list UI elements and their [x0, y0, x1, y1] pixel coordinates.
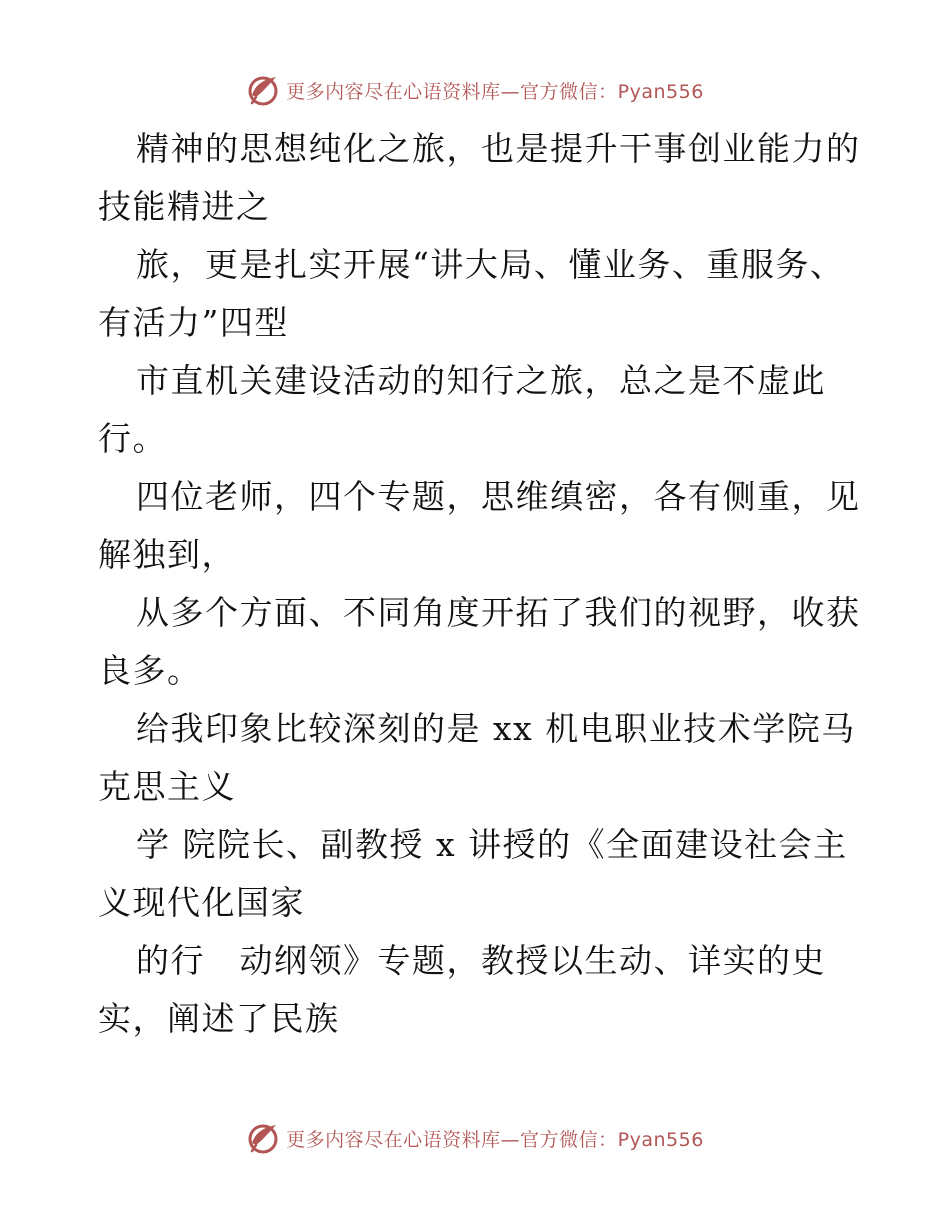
quill-pen-logo-icon — [246, 73, 280, 107]
paragraph-line: 行。 — [98, 419, 167, 458]
paragraph — [98, 816, 858, 932]
paragraph-line: 精神的思想纯化之旅，也是提升干事创业能力的 — [136, 129, 861, 168]
paragraph — [98, 468, 861, 584]
paragraph-line: 给我印象比较深刻的是 xx 机电职业技术学院马 — [136, 709, 856, 748]
paragraph-line: 旅，更是扎实开展“讲大局、懂业务、重服务、 — [136, 245, 845, 284]
paragraph — [98, 236, 858, 352]
paragraph-line: 解独到， — [98, 535, 236, 574]
paragraph-line: 学 院院长、副教授 x 讲授的《全面建设社会主 — [136, 825, 848, 864]
paragraph-line: 市直机关建设活动的知行之旅，总之是不虚此 — [136, 361, 826, 400]
paragraph — [98, 932, 858, 1048]
paragraph-line: 有活力”四型 — [98, 303, 289, 342]
paragraph-line: 克思主义 — [98, 767, 236, 806]
paragraph-line: 从多个方面、不同角度开拓了我们的视野，收获 — [136, 593, 861, 632]
paragraph-line: 四位老师，四个专题，思维缜密，各有侧重，见 — [136, 477, 861, 516]
paragraph-line: 技能精进之 — [98, 187, 271, 226]
paragraph — [98, 352, 858, 468]
paragraph — [98, 700, 858, 816]
paragraph — [98, 120, 861, 236]
paragraph — [98, 584, 861, 700]
header-banner — [246, 73, 704, 107]
footer-banner — [246, 1121, 704, 1155]
page-footer — [0, 1118, 950, 1158]
quill-pen-logo-icon — [246, 1121, 280, 1155]
paragraph-line: 实，阐述了民族 — [98, 999, 340, 1038]
header-banner-text: 更多内容尽在心语资料库—官方微信：Pyan556 — [286, 80, 704, 103]
paragraph-line: 义现代化国家 — [98, 883, 305, 922]
paragraph-line: 良多。 — [98, 651, 202, 690]
paragraph-line: 的行 动纲领》专题，教授以生动、详实的史 — [136, 941, 826, 980]
footer-banner-text: 更多内容尽在心语资料库—官方微信：Pyan556 — [286, 1128, 704, 1151]
page-header — [0, 70, 950, 110]
document-body — [98, 120, 861, 1048]
